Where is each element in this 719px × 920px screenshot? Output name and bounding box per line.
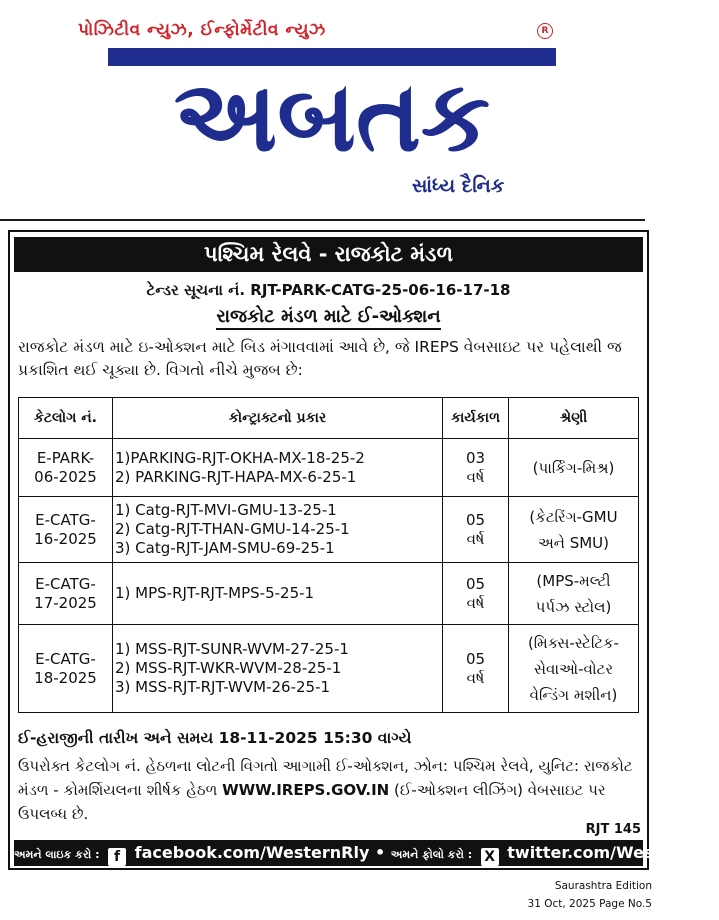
contract-line: 2) Catg-RJT-THAN-GMU-14-25-1 xyxy=(115,520,350,538)
catalog-line: 16-2025 xyxy=(34,529,97,548)
railway-advertisement xyxy=(8,230,719,870)
category-line: પર્પઝ સ્ટોલ) xyxy=(535,597,612,616)
twitter-x-icon: X xyxy=(481,848,499,866)
period-cell xyxy=(443,439,509,497)
contract-line: 1) MSS-RJT-SUNR-WVM-27-25-1 xyxy=(115,640,349,658)
category-line: (કેટરિંગ-GMU xyxy=(529,507,618,526)
masthead xyxy=(0,0,661,222)
registered-mark-icon: R xyxy=(537,23,553,39)
social-bar xyxy=(14,840,719,866)
catalog-cell xyxy=(19,625,113,713)
like-label: અમને લાઇક કરો : xyxy=(14,848,100,861)
period-value: 05 xyxy=(465,574,486,593)
contract-cell xyxy=(113,439,443,497)
contract-line: 1) Catg-RJT-MVI-GMU-13-25-1 xyxy=(115,501,337,519)
reference-code: RJT 145 xyxy=(585,822,641,837)
facebook-icon: f xyxy=(108,848,126,866)
catalog-line: 17-2025 xyxy=(34,593,97,612)
contract-line: 1)PARKING-RJT-OKHA-MX-18-25-2 xyxy=(115,448,365,467)
catalog-line: E-PARK- xyxy=(36,448,95,467)
header-category: શ્રેણી xyxy=(509,398,639,439)
header-contract: કોન્ટ્રાક્ટનો પ્રકાર xyxy=(113,398,443,439)
category-line: (MPS-મલ્ટી xyxy=(536,571,611,590)
period-unit: વર્ષ xyxy=(466,467,485,486)
catalog-line: E-CATG- xyxy=(35,574,96,593)
masthead-tagline: પોઝિટીવ ન્યુઝ, ઈન્ફોર્મેટીવ ન્યુઝ xyxy=(78,20,326,40)
edition-page: 31 Oct, 2025 Page No.5 xyxy=(527,898,652,910)
category-cell xyxy=(509,497,639,563)
advert-title-wrap xyxy=(10,306,647,327)
table-header-row xyxy=(19,398,639,439)
category-line: (મિક્સ-સ્ટેટિક- xyxy=(527,633,620,652)
table-row xyxy=(19,563,639,625)
brand-logo xyxy=(108,38,556,174)
period-unit: વર્ષ xyxy=(466,593,485,612)
period-cell xyxy=(443,563,509,625)
advert-title: રાજકોટ મંડળ માટે ઈ-ઓક્શન xyxy=(216,306,440,330)
table-row xyxy=(19,497,639,563)
masthead-divider xyxy=(0,219,645,221)
category-line: વેન્ડિંગ મશીન) xyxy=(529,685,618,704)
contract-line: 2) PARKING-RJT-HAPA-MX-6-25-1 xyxy=(115,467,357,486)
facebook-link[interactable]: facebook.com/WesternRly xyxy=(134,843,370,862)
tender-notice-number: ટેન્ડર સૂચના નં. RJT-PARK-CATG-25-06-16-17-18 xyxy=(146,281,511,299)
twitter-link[interactable]: twitter.com/WesternRly xyxy=(507,843,719,862)
catalog-line: E-CATG- xyxy=(35,649,96,668)
period-unit: વર્ષ xyxy=(466,529,485,548)
period-cell xyxy=(443,625,509,713)
auction-date: ઈ-હરાજીની તારીખ અને સમય 18-11-2025 15:30 વાગ્યે xyxy=(18,729,412,747)
contract-cell xyxy=(113,625,443,713)
edition-name: Saurashtra Edition xyxy=(554,880,652,892)
category-cell xyxy=(509,439,639,497)
period-value: 03 xyxy=(465,448,486,467)
contract-cell xyxy=(113,497,443,563)
contract-line: 3) MSS-RJT-RJT-WVM-26-25-1 xyxy=(115,678,331,696)
brand-name: અબતક xyxy=(173,60,491,174)
contract-cell xyxy=(113,563,443,625)
catalog-cell xyxy=(19,563,113,625)
category-cell xyxy=(509,563,639,625)
header-catalog: કેટલોગ નં. xyxy=(19,398,113,439)
period-value: 05 xyxy=(465,649,486,668)
ireps-website-link[interactable]: WWW.IREPS.GOV.IN xyxy=(222,781,390,799)
table-row xyxy=(19,625,639,713)
catalog-line: 06-2025 xyxy=(34,467,97,486)
catalog-cell xyxy=(19,439,113,497)
period-unit: વર્ષ xyxy=(466,668,485,687)
body-text-part1: ઉપરોક્ત કેટલોગ નં. હેઠળના લોટની વિગતો આગામી ઈ-ઓક્શન, ઝોન: પશ્ચિમ રેલવે, યુનિટ: રાજકોટ મંડળ - કોમર્શિયલના શીર્ષક હેઠળ xyxy=(18,757,633,799)
catalog-line: 18-2025 xyxy=(34,668,97,687)
category-line: સેવાઓ-વોટર xyxy=(533,659,614,678)
category-line: અને SMU) xyxy=(537,533,610,552)
contract-line: 2) MSS-RJT-WKR-WVM-28-25-1 xyxy=(115,659,342,677)
catalog-line: E-CATG- xyxy=(35,510,96,529)
catalog-cell xyxy=(19,497,113,563)
category-line: (પાર્કિંગ-મિશ્ર) xyxy=(532,458,615,477)
period-cell xyxy=(443,497,509,563)
advert-header: પશ્ચિમ રેલવે - રાજકોટ મંડળ xyxy=(14,237,643,272)
masthead-subtitle: સાંધ્ય દૈનિક xyxy=(412,175,505,197)
separator-dot: • xyxy=(374,843,386,862)
body-text-part2: (ઈ-ઓક્શન લીઝિંગ) વેબસાઇટ પર ઉપલબ્ધ છે. xyxy=(18,781,606,823)
header-period: કાર્યકાળ xyxy=(443,398,509,439)
edition-info xyxy=(528,877,652,913)
contract-line: 3) Catg-RJT-JAM-SMU-69-25-1 xyxy=(115,539,335,557)
advert-intro: રાજકોટ મંડળ માટે ઇ-ઓક્શન માટે બિડ મંગાવવામાં આવે છે, જે IREPS વેબસાઇટ પર પહેલાથી જ પ્રકાશિત થઈ ચૂક્યા છે. વિગતો નીચે મુજબ છે: xyxy=(18,338,622,379)
catalog-table xyxy=(18,397,639,713)
contract-line: 1) MPS-RJT-RJT-MPS-5-25-1 xyxy=(115,584,315,602)
period-value: 05 xyxy=(465,510,486,529)
table-row xyxy=(19,439,639,497)
advert-body xyxy=(18,754,642,826)
follow-label: અમને ફોલો કરો : xyxy=(390,848,473,861)
category-cell xyxy=(509,625,639,713)
